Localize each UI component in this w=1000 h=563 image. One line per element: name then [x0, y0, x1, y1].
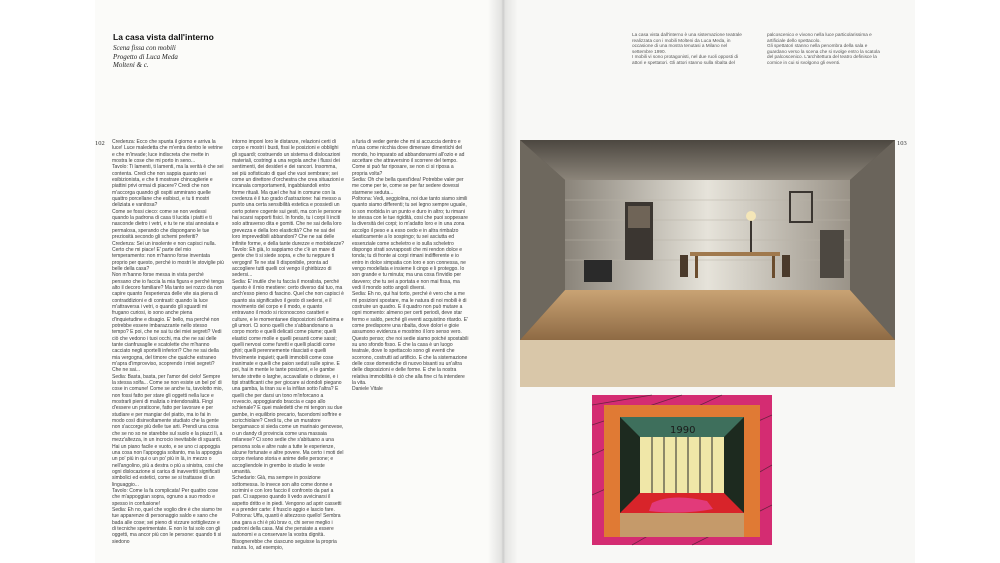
- article-subtitle-line: Molteni & c.: [113, 61, 149, 69]
- paragraph: Sedia: Basta, basta, per l'amor del cielo! Sempre la stessa solfa... Come se non esiste un bel po' di cose in comune! Come se anche tu, tavolotto mio, non fossi fatto per stare gli oggetti nella luce e mostrarli pieni di malizia o intendonalità. Fingi d'essere un praticone, fatto per lavorare e per studiare e per mangiar del piatto, ma io fai in modo così disinvoltamente studiato che la gente non s'accorge più delle tue arti. Prendi una cosa che se no so ne starebbe sul suolo e la piazzi lì, a mezz'altezza, in un incrocio inevitabile di sguardi. Hai un piano facile e vuoto, e se uno ci appoggia una cosa non l'appoggia soltanto, ma la appoggia un po' più in qui o un po' più in là, in mezzo o nell'angolino, più a destra o più a sinistra, cosi che ogni dislocazione si carica di inavvertiti significati simbolici ed estetici, come se si trattasse di un linguaggio...: [112, 373, 224, 488]
- paragraph: intorno imponi loro le distanze, relazioni certi di corpo e mostri i busti, fissi le posizioni e obblighi gli sguardi; costruendo un sistema di dislocazioni materiali, costringi a una regola anche i flussi dei sentimenti, dei desideri e dei rancori. Insomma, sei più sofisticato di quel che vuoi sembrare; sei come un direttore d'orchestra che crea situazioni e incanala comportamenti, ingabbiandoli entro forme rituali. Ma quel che hai in comune con la credenza è il tuo grado d'astrazione: hai messo a punto una certa sensibilità estetica e possiedi un certo potere cogente sui gesti, ma con le persone hai scarsi rapporti fisici. In fondo, tu i corpi li inciti solo attraverso dita e gomiti. Che ne sai della loro grevezza e della loro elasticità? Che ne sai dei loro imprevedibili abbandoni? Che ne sai delle infinite forme, e della tante durezze e morbidezze?: [232, 139, 345, 247]
- caption-column-1: [632, 32, 744, 66]
- caption-text: La casa vista dall'interno è una sistemazione teatrale realizzata con i mobili Molteni da Luca Meda, in occasione di una mostra tenutasi a Milano nel settembre 1990.: [632, 32, 742, 54]
- page-number-right: 103: [897, 140, 907, 147]
- paragraph: Tavolo: Come la fa complicata! Per quattro cose che m'appoggian sopra, ognuno a suo modo e spesso in confusione!: [112, 487, 219, 507]
- article-header: [113, 32, 363, 70]
- paragraph: Poltrona: Vedi, seggiolina, noi due tanto siamo simili quanto siamo differenti; tu sei legno sempre uguale, io son morbida in un punto e duro in altro; tu rimani te stessa con le tue rigidità, cosi che puoi soppesare la diversità dei corpi; io m'adatto loro e in una zona accolgo il peso e a esso cedo e in altra rimbalzo elasticamente a lo sospingo; tu sei asciutta ed essenziale come scheletro e io sulla scheletro dispongo strati sovrapposti che mi rendon dolce e tonda; tu di fronte ai corpi rimani indifferente e io entro in dolce simpatia con loro e son connessa, ne vengo modellata e insieme li cingo e li proteggo. Io son grande e tu minuta; ma una cosa t'invidio per davvero; che tu sei a portata e non mai fissa, ma vedi il mondo sotto angoli diversi.: [352, 196, 468, 291]
- drawing-year-label: 1990: [670, 425, 696, 436]
- caption-text: I mobili vi sono protagonisti, nel due ruoli opposti di attori e spettatori. Gli attori stanno sulla ribalta del: [632, 54, 739, 65]
- article-subtitle-line: Scena fissa con mobili: [113, 44, 176, 52]
- paragraph: Sedia: Eh no, qui hai torto, perché è vero che a me mi posizioni spostare, ma le natura di noi mobili è di costruire un quadro. E il quadro non può mutare a ogni momento: almeno per certi periodi, deve star fermo e saldo, perché gli eventi acquistino ritardo. E' come predisporre una ribalta, dove dolori e gioie assumono evidenza e mostrino il loro senso vero. Questo penso; che noi sedie siamo poiché spostabili su uno sfondo fisso. E che la casa è un luogo teatrale, dove lo spettacolo sono gli eventi che scorrono, costrutti ad artificio. E che la sistemazione delle cose domestiche di nuovo bisanti su un'altra delle disposizioni e delle forme. E che la nostra relativa immobilità è ciò che alla fine ci fa intendere la vita.: [352, 291, 469, 387]
- author-signature: Daniele Vitale: [352, 386, 383, 393]
- paragraph: a furia di veder gente che mi si accuccia dentro e m'usa come nicchia dove dimenare dimentichi del mondo, ho imparato ad abbandonarmi all'ozio e ad accettare che attraversino il scorrere del tempo. Come si può far riposare, se non ci si riposa a propria volta?: [352, 139, 465, 177]
- paragraph: Schedario: Già, ma sempre in posizione sottomessa. Io invece son alto come donne e scrimini e con loro faccio il confronto da pari a pari. Ci sappeso quando li vedo avvicinarsi il aspetto dritto e in piedi. Vengono ad aprir cassetti e a prender carte: il fruscìo aggio e lascio fare.: [232, 475, 342, 513]
- stage-set-illustration: [520, 140, 895, 387]
- paragraph: Credenza: Sei un insolente e non capisci nulla. Certo che mi piace! E' parte del mio temperamento: non m'hanno forse inventata proprio per questo, perché io mostri le stoviglie più belle della casa?: [112, 240, 224, 272]
- paragraph: Che ne sai...: [112, 367, 141, 374]
- paragraph: Sedia: Eh no, quel che voglio dire è che siamo tre tue apparenze di personaggio saldo e sano che bada alle cose; sei pieno di vizzure sottigliezze e di tecniche sperimentate. E non lo fai solo con gli oggetti, ma ancor più con le persone: quando ti si siedono: [112, 506, 223, 545]
- paragraph: Tavolo: Ti lamenti, ti lamenti, ma la verità è che sei contenta. Credi che non sappia quanto sei esibizionista, e che ti mostrare chincaglierie e piattini privi ormai di piacere? Credi che non m'accorga quando gli ospiti ammirano quelle quattro porcellane che esibisci, e tu ti mostri deliziata e vanitosa?: [112, 164, 224, 209]
- page-gutter-shadow: [488, 0, 518, 563]
- caption-text: Gli spettatori stanno nella penombra della sala e guardano verso la scena che si svolge entro la scatola del palcoscenico. L'architettura del teatro definisce la cornice in cui si svolgono gli eventi.: [767, 43, 880, 65]
- paragraph: Non m'hanno forse messa in vista perché pensano che io faccia la mia figura e perché tenga alto il decoro familiare? Ma tanto sei rozzo da non capire quanto l'esperienza delle vite sia piena di contraddizioni e di contrasti: quando la luce m'attraversa i vetri, o quando gli sguardi mi frugano curiosi, io sono anche piena d'inquietudine e disagio. E' bello, ma perché non potrebbe essere imbarazzante nello stesso tempo? E poi, che ne sai tu dei miei segreti? Vedi ciò che vedono i tuoi occhi, ma che ne sai delle tante cianfrusaglie e scatolette che m'hanno cacciato negli sportelli inferiori? Che ne sai della mia vergogna, del timore che qualche estraneo m'apra d'improvviso, scoprendo i miei segreti?: [112, 272, 224, 368]
- caption-column-2: [767, 32, 887, 66]
- paragraph: Sedia: Oh che bella quest'idea! Potrebbe valer per me come per te, come se per far sedere dovessi starmene seduta...: [352, 177, 464, 196]
- stage-set-photo: [520, 140, 895, 387]
- paragraph: Sedia: E' inutile che tu faccia il moralista, perché questo è il mio mestiere: certo diverso dal tuo, ma anch'esso pieno di fascino. Quel che non capisci è quanto sia significativo il gesto di sedersi, e il movimento del corpo e il modo, e quanto entravano il modo si riconoscono caratteri e culture, e le momentanee disposizioni dell'anima e gli umori. Ci sono quelli che s'abbandonano a corpo morto e quelli delicati come piume; quelli elastici come molle e quelli pesanti come sassi; quelli nervosi come furetti e quelli placidi come ghiri; quelli perennemente rilasciati e quelli frivolmente inquieti; quelli immobili come cose inanimate e quelli che paion seduti sulle spine. E poi, hai in mente le tante posizioni, e le gambe tenute strette o larghe, accavallate o distese, e i tipi stratificanti che per giocare ai dondoli piegano una gamba, la tiran su e la infilan sotto l'altra? E quelli che per darsi un tono m'inforcano a rovescio, appoggiando braccia e capo allo schienale? E quei maledetti che mi tengon su due gambe, in equilibrio precario, facendomi soffrire e scricchiolare? Credi tu, che un muratore bergamasco si sieda come un marinaio genovese, o un dandy di provincia come una massaia milanese? Ci sono sedie che s'abituano a una persona sola e altre nate a tutte le esperienze, alcune fortunate e altre povere. Ma certo i moti del corpo rivelano storia e anime delle persone; e accogliendole in grembo io studio le veste umanità.: [232, 278, 344, 475]
- article-title: La casa vista dall'interno: [113, 32, 214, 42]
- paragraph: Tavolo: Eh già, lo sappiamo che c'è un mare di gente che ti si siede sopra, e che tu neppure ti vergogni! Te ne stai lì disponibile, pronta ad accogliere tutti quelli coi vengo il ghiribizzo di sedersi...: [232, 246, 336, 279]
- paragraph: Credenza: Ecco che spunta il giorno e arriva la luce! Luce maledetta che m'entra dentro le vetrine e che m'invade; luce indiscreta che mette in mostra le cose che mi porto in seno...: [112, 139, 223, 165]
- article-subtitle-line: Progetto di Luca Meda: [113, 52, 178, 61]
- paragraph: Poltrona: Uffa, quanti è altezzoso quello! Sembra una gara a chi è più brav o, chi serve meglio i padroni della casa. Mai che pensiate a essere autonomi e a conservare la vostra dignità. Bisognerebbe che ciascuno seguisse la propria natura. Io, ad esempio,: [232, 513, 341, 551]
- stage-sketch-illustration: [592, 395, 772, 545]
- caption-text: palcoscenico e vivono nella luce particolarissima e artificiale dello spettacolo.: [767, 32, 872, 43]
- text-column-2: [232, 139, 345, 551]
- page-number-left: 102: [95, 140, 105, 147]
- text-column-3: [352, 139, 470, 544]
- paragraph: Come se fossi cieco: come se non vedessi quando la padrona di casa ti lucida i piatti e ti nasconde dietro i vetri, e tu te ne stai annoiata e permalosa, sperando che dispongano le tue preziosità secondo gli schemi preferiti?: [112, 208, 219, 241]
- colored-sketch: [592, 395, 772, 545]
- text-column-1: [112, 139, 224, 544]
